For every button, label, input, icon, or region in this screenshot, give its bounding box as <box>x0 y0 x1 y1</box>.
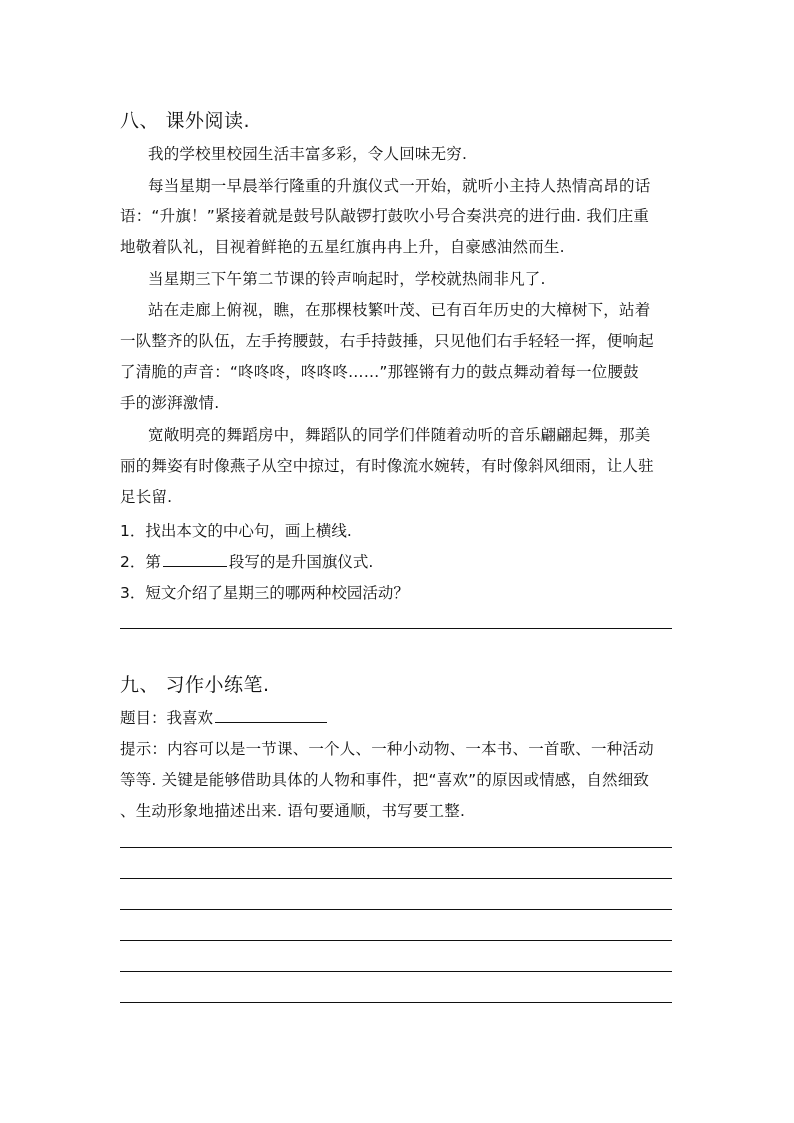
topic-label: 题目：我喜欢 <box>120 709 214 727</box>
paragraph-4-line-4: 手的澎湃激情. <box>120 394 220 412</box>
writing-line[interactable] <box>120 1002 672 1003</box>
question-2-blank[interactable] <box>163 552 227 567</box>
topic-blank[interactable] <box>215 708 327 723</box>
paragraph-4-line-1: 站在走廊上俯视，瞧，在那棵枝繁叶茂、已有百年历史的大樟树下，站着 <box>148 301 651 319</box>
writing-line[interactable] <box>120 878 672 879</box>
paragraph-5-line-2: 丽的舞姿有时像燕子从空中掠过，有时像流水婉转，有时像斜风细雨，让人驻 <box>120 457 654 475</box>
question-2 <box>120 550 373 572</box>
answer-line-q3[interactable] <box>120 628 672 629</box>
paragraph-2-line-3: 地敬着队礼，目视着鲜艳的五星红旗冉冉上升，自豪感油然而生. <box>120 238 565 256</box>
paragraph-4-line-2: 一队整齐的队伍，左手挎腰鼓，右手持鼓捶，只见他们右手轻轻一挥，便响起 <box>120 332 654 350</box>
question-2-suffix: 段写的是升国旗仪式. <box>228 553 374 571</box>
paragraph-5-line-3: 足长留. <box>120 488 173 506</box>
writing-line[interactable] <box>120 909 672 910</box>
topic-line <box>120 706 327 728</box>
question-3: 3．短文介绍了星期三的哪两种校园活动？ <box>120 584 409 602</box>
hint-line-2: 等等. 关键是能够借助具体的人物和事件，把“喜欢”的原因或情感，自然细致 <box>120 771 650 789</box>
writing-line[interactable] <box>120 971 672 972</box>
section-8-title: 八、 课外阅读. <box>120 110 251 132</box>
writing-line[interactable] <box>120 940 672 941</box>
paragraph-4-line-3: 了清脆的声音：“咚咚咚，咚咚咚……”那铿锵有力的鼓点舞动着每一位腰鼓 <box>120 363 639 381</box>
section-9-title: 九、 习作小练笔. <box>120 674 270 696</box>
question-1: 1．找出本文的中心句，画上横线. <box>120 522 352 540</box>
hint-line-3: 、生动形象地描述出来. 语句要通顺，书写要工整. <box>120 802 466 820</box>
paragraph-3-line-1: 当星期三下午第二节课的铃声响起时，学校就热闹非凡了. <box>148 270 546 288</box>
paragraph-1-line-1: 我的学校里校园生活丰富多彩，令人回味无穷. <box>148 145 468 163</box>
question-2-prefix: 2．第 <box>120 553 161 571</box>
paragraph-5-line-1: 宽敞明亮的舞蹈房中，舞蹈队的同学们伴随着动听的音乐翩翩起舞，那美 <box>148 426 651 444</box>
paragraph-2-line-1: 每当星期一早晨举行隆重的升旗仪式一开始，就听小主持人热情高昂的话 <box>148 177 651 195</box>
paragraph-2-line-2: 语：“升旗！”紧接着就是鼓号队敲锣打鼓吹小号合奏洪亮的进行曲. 我们庄重 <box>120 207 650 225</box>
hint-line-1: 提示：内容可以是一节课、一个人、一种小动物、一本书、一首歌、一种活动 <box>120 740 654 758</box>
writing-line[interactable] <box>120 847 672 848</box>
